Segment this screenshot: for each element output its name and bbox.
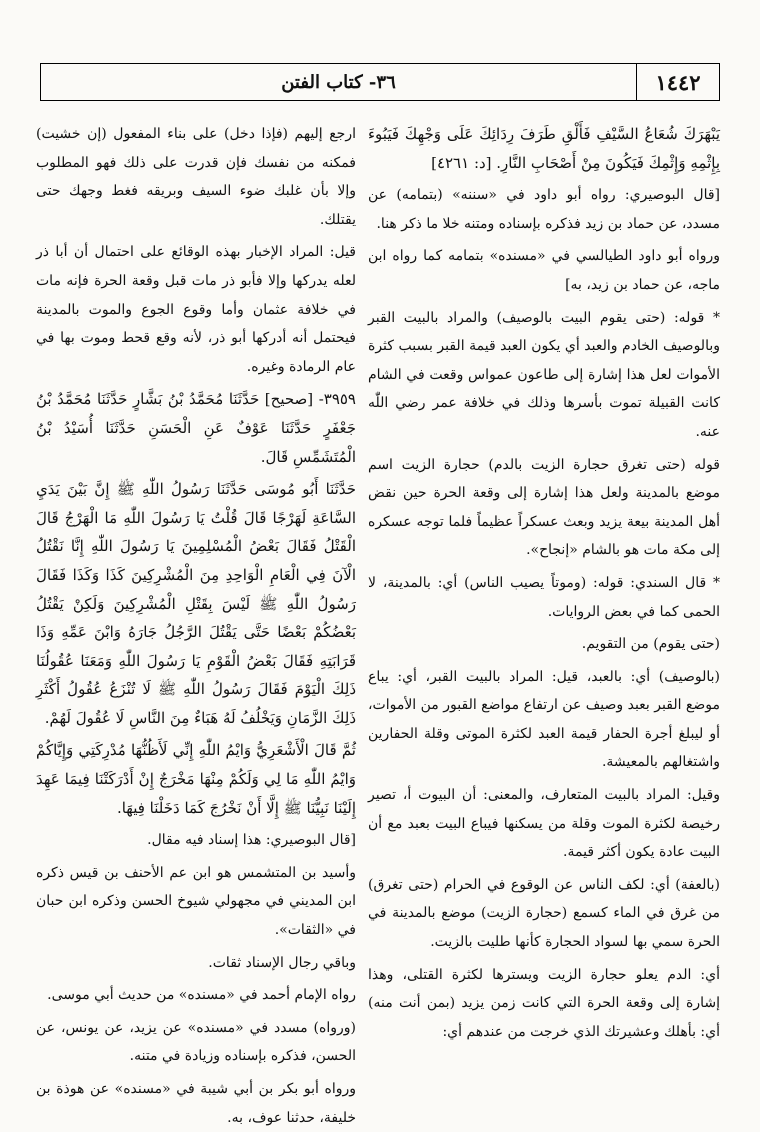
chapter-title: ٣٦- كتاب الفتن: [281, 71, 396, 93]
page-header: [40, 63, 720, 101]
left-column: [36, 120, 356, 1126]
paragraph: ارجع إليهم (فإذا دخل) على بناء المفعول (إن خشيت) فمكنه من نفسك فإن قدرت على ذلك فهو المطلوب وإلا بأن غلبك ضوء السيف وبريقه فغط وجهك حتى يقتلك.: [36, 126, 356, 228]
paragraph: (حتى يقوم) من التقويم.: [581, 636, 720, 653]
hadith-isnad: ٣٩٥٩- [صحيح] حَدَّثَنَا مُحَمَّدُ بْنُ بَشَّارٍ حَدَّثَنَا مُحَمَّدُ بْنُ جَعْفَرٍ حَدَّثَنَا عَوْفٌ عَنِ الْحَسَنِ حَدَّثَنَا أُسَيْدُ بْنُ الْمُتَشَمِّسِ قَالَ.: [36, 390, 356, 466]
page-number: ١٤٤٢: [636, 64, 719, 100]
right-column: [368, 120, 720, 1100]
paragraph: (بالوصيف) أي: بالعبد، قيل: المراد بالبيت القبر، أي: يباع موضع القبر بعبد وصيف عن ارتفاع مواضع القبور من الأموات، أو ليبلغ أجرة الحفار قيمة العبد لكثرة الموتى وقلة الحفارين واشتغالهم بالمعيشة.: [368, 668, 720, 771]
paragraph: وباقي رجال الإسناد ثقات.: [208, 954, 356, 971]
paragraph: قوله (حتى تغرق حجارة الزيت بالدم) حجارة الزيت اسم موضع بالمدينة ولعل هذا إشارة إلى وقعة الحرة حين نقض أهل المدينة بيعة يزيد وبعث عسكراً عظيماً فلما توجه عسكره إلى مكة مات هو بالشام «إنجاح».: [368, 456, 720, 559]
paragraph: يَبْهَرَكَ شُعَاعُ السَّيْفِ فَأَلْقِ طَرَفَ رِدَائِكَ عَلَى وَجْهِكَ فَيَبُوءَ بِإِثْمِهِ وَإِثْمِكَ فَيَكُونَ مِنْ أَصْحَابِ النَّارِ. [د: ٤٢٦١]: [368, 125, 720, 172]
paragraph: (بالعفة) أي: لكف الناس عن الوقوع في الحرام (حتى تغرق) من غرق في الماء كسمع (حجارة الزيت) موضع بالمدينة في الحرة سمي بها لسواد الحجارة كأنها طليت بالزيت.: [368, 876, 720, 951]
paragraph: [قال البوصيري: هذا إسناد فيه مقال.: [147, 832, 356, 849]
hadith-text: ثُمَّ قَالَ الْأَشْعَرِيُّ وَايْمُ اللّٰهِ إِنِّي لَأَظُنُّهَا مُدْرِكَتِي وَإِيَّاكُمْ وَايْمُ اللّٰهِ مَا لِي وَلَكُمْ مِنْهَا مَخْرَجٌ إِنْ أَدْرَكَتْنَا فِيمَا عَهِدَ إِلَيْنَا نَبِيُّنَا ﷺ إِلَّا أَنْ نَخْرُجَ كَمَا دَخَلْنَا فِيهَا.: [36, 741, 356, 817]
paragraph: وأسيد بن المتشمس هو ابن عم الأحنف بن قيس ذكره ابن المديني في مجهولي شيوخ الحسن وذكره ابن حبان في «الثقات».: [36, 864, 356, 939]
paragraph: قيل: المراد الإخبار بهذه الوقائع على احتمال أن أبا ذر لعله يدركها وإلا فأبو ذر مات قبل وقعة الحرة فإنه مات في خلافة عثمان وأما وقوع الجوع والموت بالمدينة فيحتمل أنه أدركها أبو ذر، لأنه وقع قحط وموت بها في عام الرمادة وغيره.: [36, 244, 356, 375]
paragraph: * قوله: (حتى يقوم البيت بالوصيف) والمراد بالبيت القبر وبالوصيف الخادم والعبد أي يكون العبد قيمة القبر بسبب كثرة الأموات لعل هذا إشارة إلى طاعون عمواس وقعت في الشام كانت القبيلة تموت بأسرها وذلك في خلافة عمر رضي اللّٰه عنه.: [368, 309, 720, 440]
paragraph: ورواه أبو داود الطيالسي في «مسنده» بتمامه كما رواه ابن ماجه، عن حماد بن زيد، به]: [368, 248, 720, 293]
paragraph: [قال البوصيري: رواه أبو داود في «سننه» (بتمامه) عن مسدد، عن حماد بن زيد فذكره بإسناده ومتنه خلا ما ذكر هنا.: [368, 187, 720, 232]
hadith-text: حَدَّثَنَا أَبُو مُوسَى حَدَّثَنَا رَسُولُ اللّٰهِ ﷺ إِنَّ بَيْنَ يَدَيِ السَّاعَةِ لَهَرْجًا قَالَ قُلْتُ يَا رَسُولَ اللّٰهِ مَا الْهَرْجُ قَالَ الْقَتْلُ فَقَالَ بَعْضُ الْمُسْلِمِينَ يَا رَسُولَ اللّٰهِ إِنَّا نَقْتُلُ الْآنَ فِي الْعَامِ الْوَاحِدِ مِنَ الْمُشْرِكِينَ كَذَا وَكَذَا فَقَالَ رَسُولُ اللّٰهِ ﷺ لَيْسَ بِقَتْلِ الْمُشْرِكِينَ وَلَكِنْ يَقْتُلُ بَعْضُكُمْ بَعْضًا حَتَّى يَقْتُلَ الرَّجُلُ جَارَهُ وَابْنَ عَمِّهِ وَذَا قَرَابَتِهِ فَقَالَ بَعْضُ الْقَوْمِ يَا رَسُولَ اللّٰهِ وَمَعَنَا عُقُولُنَا ذَلِكَ الْيَوْمَ فَقَالَ رَسُولُ اللّٰهِ ﷺ لَا تُنْزَعُ عُقُولُ أَكْثَرِ ذَلِكَ الزَّمَانِ وَيَخْلُفُ لَهُ هَبَاءٌ مِنَ النَّاسِ لَا عُقُولَ لَهُمْ.: [36, 480, 356, 727]
paragraph: وقيل: المراد بالبيت المتعارف، والمعنى: أن البيوت أ، تصير رخيصة لكثرة الموت وقلة من يسكنها فيباع البيت بعبد مع أن البيت عادة يكون أكثر قيمة.: [368, 787, 720, 861]
paragraph: ورواه أبو بكر بن أبي شيبة في «مسنده» عن هوذة بن خليفة، حدثنا عوف، به.: [36, 1081, 356, 1126]
paragraph: * قال السندي: قوله: (وموتاً يصيب الناس) أي: بالمدينة، لا الحمى كما في بعض الروايات.: [368, 574, 720, 620]
paragraph: أي: الدم يعلو حجارة الزيت ويسترها لكثرة القتلى، وهذا إشارة إلى وقعة الحرة التي كانت زمن يزيد (بمن أنت منه) أي: بأهلك وعشيرتك الذي خرجت من عندهم أي:: [368, 966, 720, 1040]
paragraph: رواه الإمام أحمد في «مسنده» من حديث أبي موسى.: [47, 987, 356, 1004]
paragraph: (ورواه) مسدد في «مسنده» عن يزيد، عن يونس، عن الحسن، فذكره بإسناده وزيادة في متنه.: [36, 1019, 356, 1065]
